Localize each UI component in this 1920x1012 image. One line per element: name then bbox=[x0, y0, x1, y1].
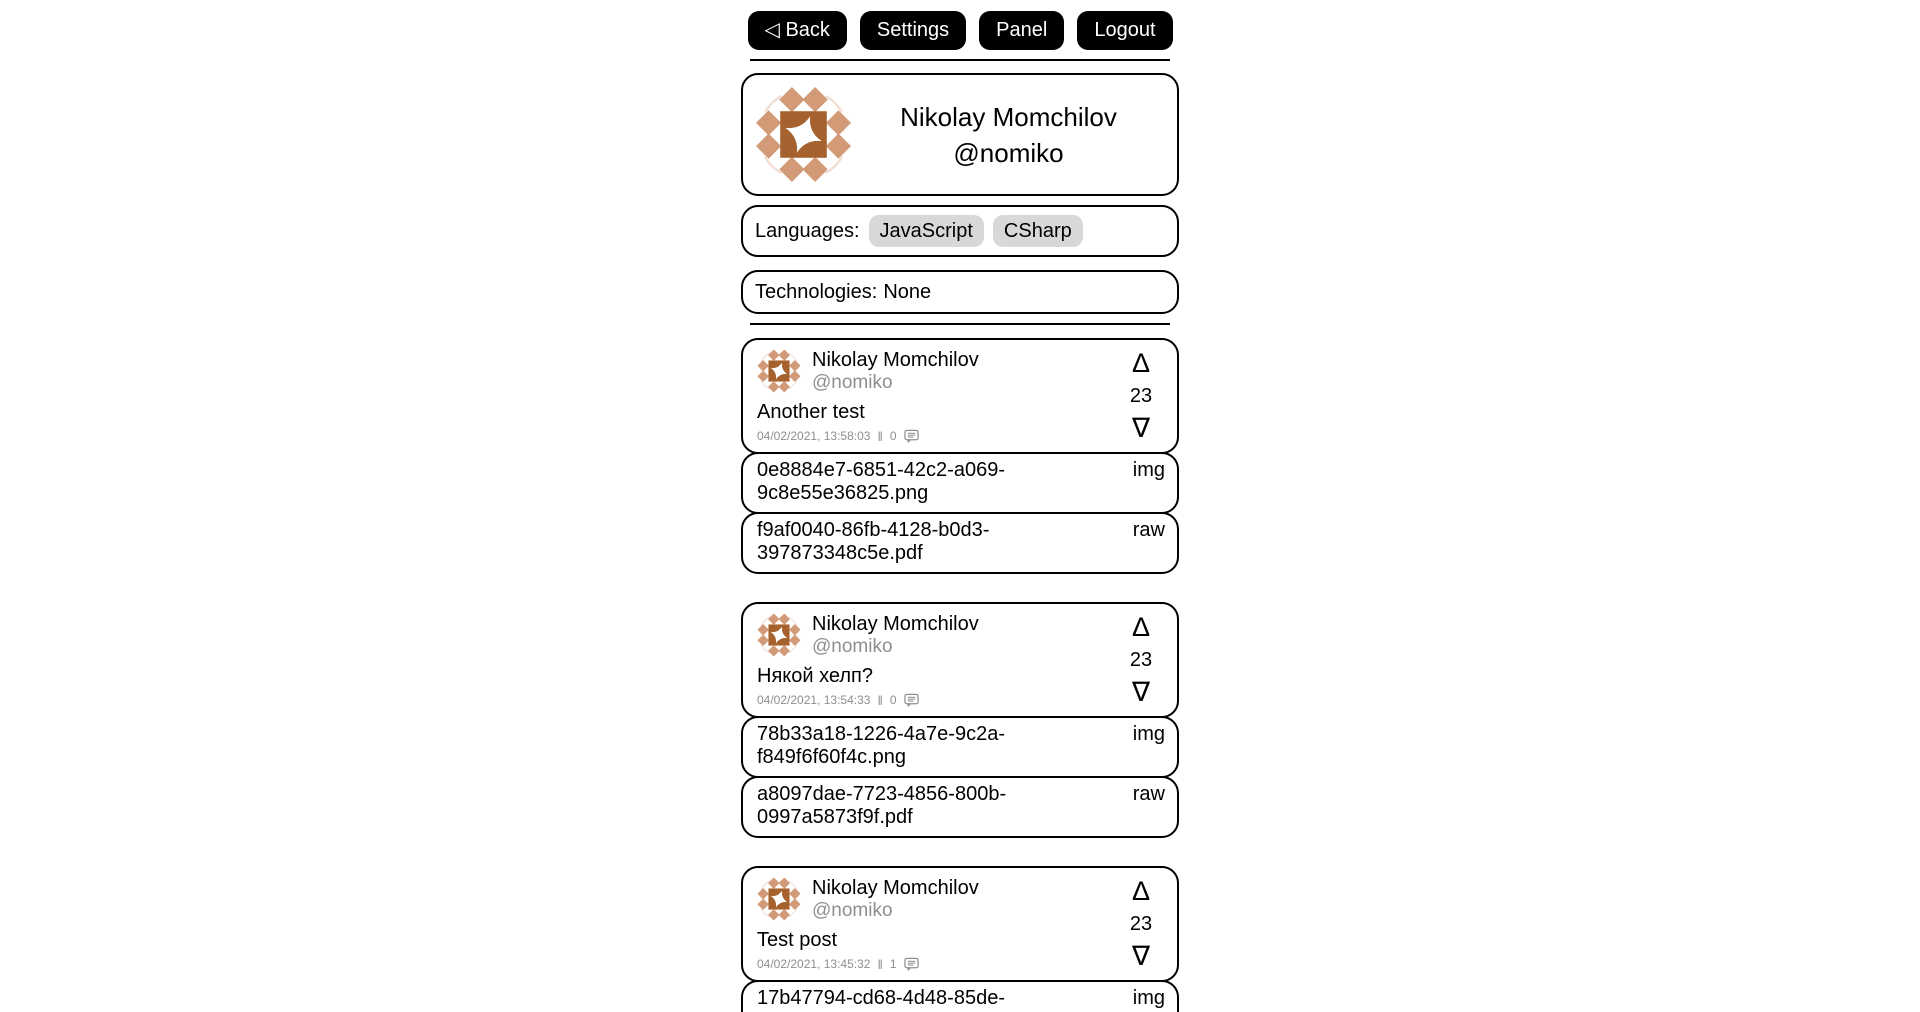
attachment-type-label: raw bbox=[1132, 519, 1165, 541]
post-author-name: Nikolay Momchilov bbox=[812, 349, 979, 371]
logout-button[interactable]: Logout bbox=[1077, 11, 1172, 50]
post-author-row bbox=[757, 612, 1115, 658]
panel-button[interactable]: Panel bbox=[979, 11, 1064, 50]
top-nav bbox=[741, 11, 1179, 50]
attachment-filename: a8097dae-7723-4856-800b-0997a5873f9f.pdf bbox=[757, 783, 1007, 828]
post-main bbox=[757, 612, 1115, 708]
downvote-button[interactable]: ∇ bbox=[1131, 413, 1151, 443]
comment-icon bbox=[904, 957, 919, 972]
post-avatar-icon bbox=[757, 349, 801, 393]
post-author-name: Nikolay Momchilov bbox=[812, 877, 979, 899]
vote-count: 23 bbox=[1129, 385, 1153, 407]
comment-count: 0 bbox=[889, 693, 897, 707]
attachment-filename: f9af0040-86fb-4128-b0d3-397873348c5e.pdf bbox=[757, 519, 990, 564]
post-meta bbox=[757, 957, 1115, 972]
post-author-name: Nikolay Momchilov bbox=[812, 613, 979, 635]
attachment-filename: 17b47794-cd68-4d48-85de- bbox=[757, 987, 1005, 1009]
attachment-row[interactable] bbox=[741, 776, 1179, 838]
post-author-handle: @nomiko bbox=[812, 900, 893, 921]
vote-count: 23 bbox=[1129, 913, 1153, 935]
post-group bbox=[741, 866, 1179, 1012]
post-main bbox=[757, 348, 1115, 444]
vote-column bbox=[1115, 348, 1167, 444]
technologies-label: Technologies: bbox=[755, 280, 878, 303]
upvote-button[interactable]: Δ bbox=[1131, 876, 1151, 906]
post-main bbox=[757, 876, 1115, 972]
comment-icon bbox=[904, 693, 919, 708]
post-timestamp: 04/02/2021, 13:45:32 bbox=[757, 957, 871, 971]
upvote-button[interactable]: Δ bbox=[1131, 612, 1151, 642]
upvote-button[interactable]: Δ bbox=[1131, 348, 1151, 378]
attachment-filename: 0e8884e7-6851-42c2-a069-9c8e55e36825.png bbox=[757, 459, 1005, 504]
header-divider bbox=[750, 59, 1170, 61]
comment-count: 0 bbox=[889, 429, 897, 443]
post-author-handle: @nomiko bbox=[812, 636, 893, 657]
attachment-row[interactable] bbox=[741, 980, 1179, 1012]
post-meta bbox=[757, 429, 1115, 444]
technologies-card bbox=[741, 270, 1179, 314]
posts-feed bbox=[741, 338, 1179, 1012]
settings-button[interactable]: Settings bbox=[860, 11, 966, 50]
post-title: Another test bbox=[757, 401, 865, 423]
language-pill-csharp: CSharp bbox=[993, 215, 1083, 247]
profile-name: Nikolay Momchilov bbox=[900, 101, 1117, 132]
downvote-button[interactable]: ∇ bbox=[1131, 941, 1151, 971]
post-author bbox=[812, 612, 979, 658]
post-card[interactable] bbox=[741, 602, 1179, 718]
post-author bbox=[812, 348, 979, 394]
post-author-row bbox=[757, 876, 1115, 922]
meta-separator: ‖ bbox=[877, 693, 883, 708]
back-button[interactable]: ◁ Back bbox=[748, 11, 847, 50]
vote-column bbox=[1115, 876, 1167, 972]
profile-identity bbox=[852, 99, 1165, 171]
meta-separator: ‖ bbox=[877, 957, 883, 972]
attachment-type-label: img bbox=[1132, 987, 1165, 1009]
post-meta bbox=[757, 693, 1115, 708]
technologies-value: None bbox=[883, 280, 932, 303]
language-pill-javascript: JavaScript bbox=[869, 215, 984, 247]
post-title: Test post bbox=[757, 929, 838, 951]
attachment-type-label: raw bbox=[1132, 783, 1165, 805]
page-column bbox=[741, 0, 1179, 1012]
post-author-row bbox=[757, 348, 1115, 394]
comment-icon bbox=[904, 429, 919, 444]
languages-label: Languages: bbox=[755, 219, 860, 242]
attachment-row[interactable] bbox=[741, 716, 1179, 778]
post-avatar-icon bbox=[757, 613, 801, 657]
vote-column bbox=[1115, 612, 1167, 708]
feed-divider bbox=[750, 323, 1170, 325]
attachment-row[interactable] bbox=[741, 512, 1179, 574]
downvote-button[interactable]: ∇ bbox=[1131, 677, 1151, 707]
meta-separator: ‖ bbox=[877, 429, 883, 444]
attachment-type-label: img bbox=[1132, 459, 1165, 481]
post-author bbox=[812, 876, 979, 922]
comment-count: 1 bbox=[889, 957, 897, 971]
profile-handle: @nomiko bbox=[953, 137, 1064, 168]
post-group bbox=[741, 602, 1179, 838]
attachment-row[interactable] bbox=[741, 452, 1179, 514]
post-avatar-icon bbox=[757, 877, 801, 921]
post-card[interactable] bbox=[741, 338, 1179, 454]
attachment-type-label: img bbox=[1132, 723, 1165, 745]
attachment-filename: 78b33a18-1226-4a7e-9c2a-f849f6f60f4c.png bbox=[757, 723, 1005, 768]
profile-avatar-icon bbox=[755, 86, 852, 183]
profile-card bbox=[741, 73, 1179, 196]
post-title: Някой хелп? bbox=[757, 665, 873, 687]
post-card[interactable] bbox=[741, 866, 1179, 982]
vote-count: 23 bbox=[1129, 649, 1153, 671]
post-author-handle: @nomiko bbox=[812, 372, 893, 393]
post-group bbox=[741, 338, 1179, 574]
post-timestamp: 04/02/2021, 13:58:03 bbox=[757, 429, 871, 443]
languages-card bbox=[741, 205, 1179, 257]
post-timestamp: 04/02/2021, 13:54:33 bbox=[757, 693, 871, 707]
